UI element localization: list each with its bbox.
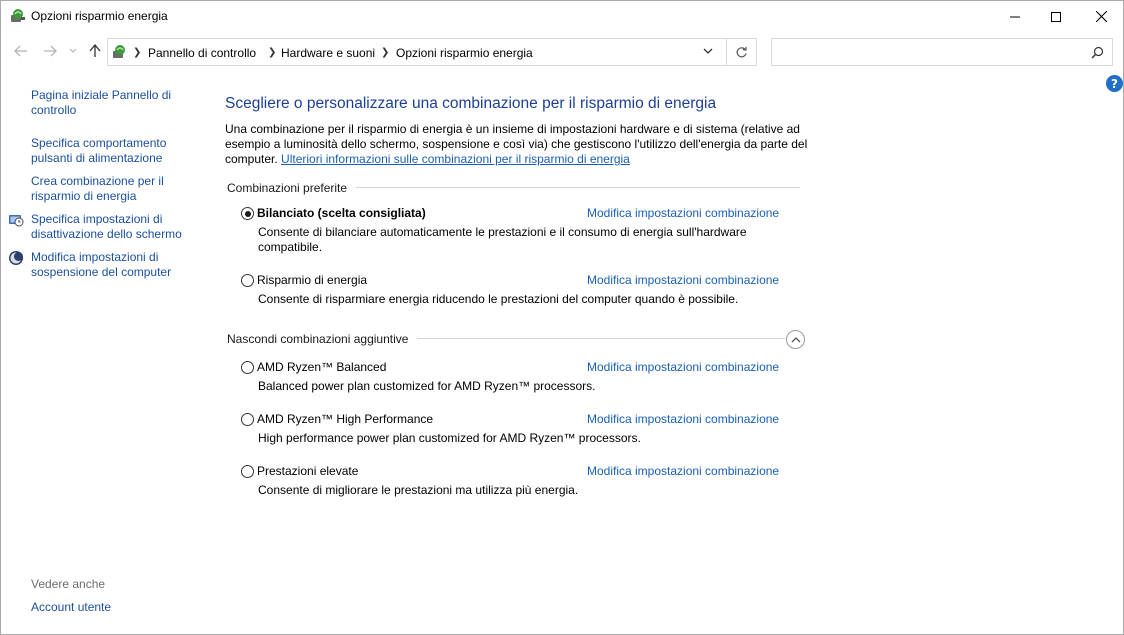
search-icon[interactable]	[1091, 46, 1104, 59]
refresh-icon	[735, 46, 748, 59]
plan-radio-amd-balanced[interactable]	[241, 361, 254, 374]
navigation-bar	[1, 32, 1123, 72]
sidebar-item-create-plan[interactable]: Crea combinazione per il risparmio di energia	[31, 174, 164, 203]
search-input[interactable]	[778, 43, 1078, 61]
sleep-moon-icon	[8, 250, 24, 266]
plan-name-amd-balanced[interactable]: AMD Ryzen™ Balanced	[257, 360, 387, 374]
edit-plan-link-high-performance[interactable]: Modifica impostazioni combinazione	[587, 464, 780, 478]
edit-plan-link-amd-balanced[interactable]: Modifica impostazioni combinazione	[587, 360, 780, 374]
breadcrumb-separator-icon[interactable]: ❯	[133, 47, 142, 58]
address-dropdown-chevron-icon[interactable]	[702, 45, 716, 59]
close-button[interactable]	[1078, 1, 1124, 32]
help-question-icon[interactable]: ?	[1106, 75, 1123, 92]
plan-name-power-saver[interactable]: Risparmio di energia	[257, 273, 368, 287]
sidebar-item-display-off-settings[interactable]: Specifica impostazioni di disattivazione dello schermo	[31, 212, 182, 241]
plan-name-amd-high-performance[interactable]: AMD Ryzen™ High Performance	[257, 412, 434, 426]
address-bar[interactable]	[107, 38, 727, 66]
see-also-label: Vedere anche	[31, 577, 106, 591]
control-panel-icon	[112, 44, 128, 60]
back-arrow-icon[interactable]	[12, 42, 30, 60]
plan-desc-amd-high-performance: High performance power plan customized for AMD Ryzen™ processors.	[258, 431, 641, 445]
plan-desc-amd-balanced: Balanced power plan customized for AMD Ryzen™ processors.	[258, 379, 596, 393]
edit-plan-link-power-saver[interactable]: Modifica impostazioni combinazione	[587, 273, 780, 287]
page-title: Scegliere o personalizzare una combinazione per il risparmio di energia	[225, 95, 717, 112]
search-box[interactable]	[771, 38, 1113, 66]
plan-radio-balanced[interactable]	[241, 207, 254, 220]
breadcrumb-control-panel[interactable]: Pannello di controllo	[148, 46, 257, 60]
breadcrumb-hardware-sound[interactable]: Hardware e suoni	[281, 46, 376, 60]
collapse-chevron-up-icon[interactable]	[786, 330, 805, 349]
breadcrumb-power-options[interactable]: Opzioni risparmio energia	[396, 46, 533, 60]
plan-desc-high-performance: Consente di migliorare le prestazioni ma utilizza più energia.	[258, 483, 579, 497]
plan-radio-power-saver[interactable]	[241, 274, 254, 287]
more-info-link[interactable]: Ulteriori informazioni sulle combinazioni per il risparmio di energia	[281, 152, 630, 166]
forward-arrow-icon[interactable]	[41, 42, 59, 60]
minimize-button[interactable]	[992, 1, 1038, 32]
sidebar-item-power-buttons[interactable]: Specifica comportamento pulsanti di alimentazione	[31, 136, 167, 165]
group-divider	[356, 187, 800, 188]
edit-plan-link-balanced[interactable]: Modifica impostazioni combinazione	[587, 206, 780, 220]
edit-plan-link-amd-high-performance[interactable]: Modifica impostazioni combinazione	[587, 412, 780, 426]
page-description: Una combinazione per il risparmio di energia è un insieme di impostazioni hardware e di sistema (relative ad esempio a luminosità dello schermo, sospensione e così via) che gestiscono l'utilizzo dell'energia da parte del computer. Ulteriori informazioni sulle combinazioni per il risparmio di energia	[225, 122, 808, 166]
plan-desc-power-saver: Consente di risparmiare energia riducendo le prestazioni del computer quando è possibile.	[258, 292, 739, 306]
power-options-app-icon	[10, 8, 26, 24]
title-bar	[1, 1, 1123, 32]
preferred-plans-header: Combinazioni preferite	[227, 181, 348, 195]
plan-name-high-performance[interactable]: Prestazioni elevate	[257, 464, 359, 478]
plan-radio-amd-high-performance[interactable]	[241, 413, 254, 426]
up-arrow-icon[interactable]	[86, 42, 104, 60]
user-accounts-link[interactable]: Account utente	[31, 600, 112, 614]
plan-radio-high-performance[interactable]	[241, 465, 254, 478]
plan-desc-balanced: Consente di bilanciare automaticamente le prestazioni e il consumo di energia sull'hardware compatibile.	[258, 225, 747, 254]
display-timer-icon	[8, 212, 24, 228]
plan-name-balanced[interactable]: Bilanciato (scelta consigliata)	[257, 206, 426, 220]
hidden-plans-header[interactable]: Nascondi combinazioni aggiuntive	[227, 332, 409, 346]
group-divider	[417, 338, 785, 339]
maximize-button[interactable]	[1033, 1, 1079, 32]
recent-locations-chevron-icon[interactable]	[67, 42, 79, 60]
window-title: Opzioni risparmio energia	[31, 9, 168, 23]
refresh-button[interactable]	[727, 38, 757, 66]
breadcrumb-separator-icon[interactable]: ❯	[268, 47, 277, 58]
sidebar-item-sleep-settings[interactable]: Modifica impostazioni di sospensione del computer	[31, 250, 172, 279]
breadcrumb-separator-icon[interactable]: ❯	[381, 47, 390, 58]
sidebar-item-control-panel-home[interactable]: Pagina iniziale Pannello di controllo	[31, 88, 172, 117]
